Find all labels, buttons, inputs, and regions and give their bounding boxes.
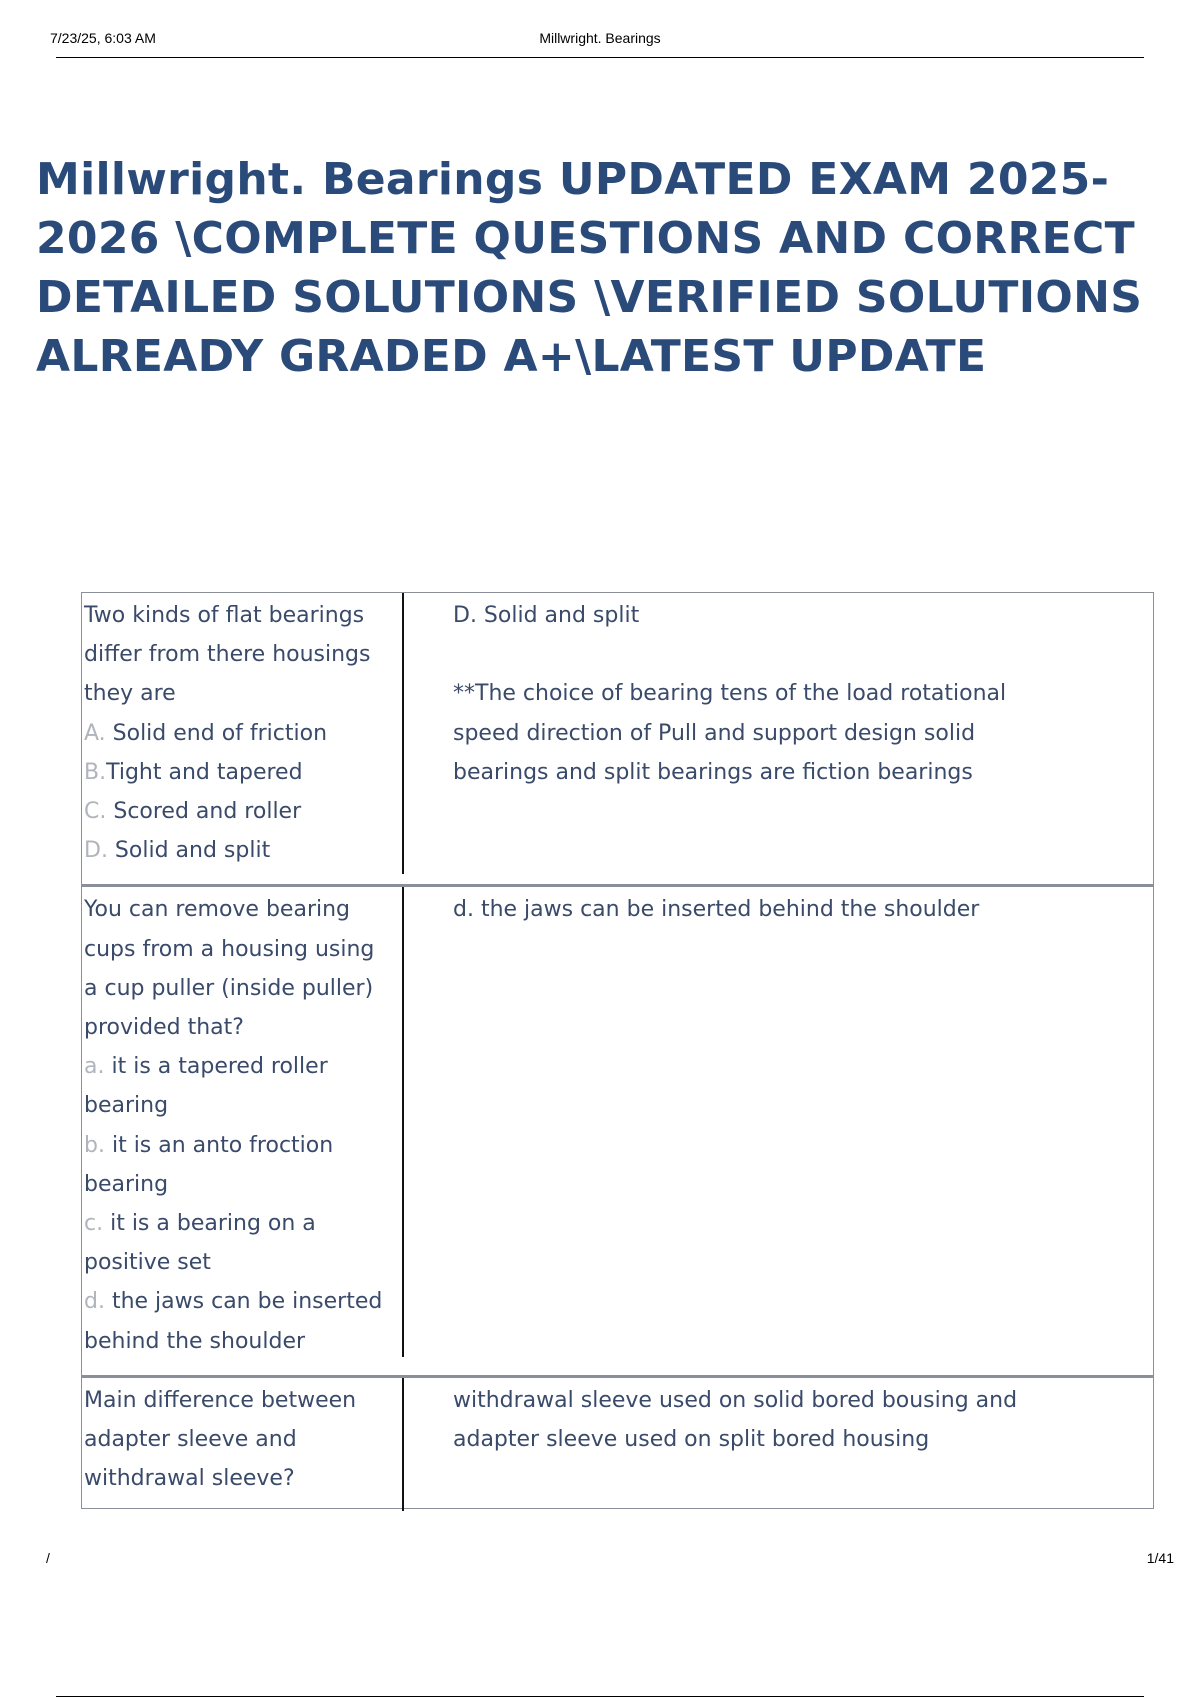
table-row	[82, 884, 1153, 1374]
question-line: they are	[84, 681, 176, 707]
option-text: Tight and tapered	[106, 759, 303, 785]
qa-table	[81, 592, 1154, 1509]
option-letter: c.	[84, 1211, 104, 1237]
answer-text: D. Solid and split	[453, 603, 640, 628]
question-line: a cup puller (inside puller)	[84, 975, 374, 1001]
option-d	[84, 1282, 400, 1321]
option-letter: d.	[84, 1289, 105, 1315]
question-line: Main difference between	[84, 1387, 357, 1413]
option-a-cont: bearing	[84, 1093, 169, 1119]
answer-line: withdrawal sleeve used on solid bored bousing and	[453, 1387, 1018, 1413]
column-divider	[402, 887, 404, 1357]
footer-mark: /	[46, 1550, 50, 1566]
question-cell	[82, 887, 404, 1374]
option-letter: b.	[84, 1132, 105, 1158]
option-text: it is a bearing on a	[103, 1211, 316, 1237]
question-line: cups from a housing using	[84, 936, 375, 962]
column-divider	[402, 593, 404, 874]
answer-text: d. the jaws can be inserted behind the shoulder	[453, 897, 980, 923]
option-d	[84, 831, 400, 870]
option-d-cont: behind the shoulder	[84, 1328, 306, 1354]
question-line: differ from there housings	[84, 642, 371, 668]
answer-cell	[404, 593, 1153, 884]
explanation-line: bearings and split bearings are fiction bearings	[453, 759, 973, 785]
option-c	[84, 792, 400, 831]
option-text: it is a tapered roller	[104, 1054, 328, 1080]
page-number: 1/41	[1146, 1550, 1174, 1566]
option-letter: B.	[84, 759, 107, 785]
option-b	[84, 753, 400, 792]
option-letter: A.	[84, 720, 106, 746]
option-letter: C.	[84, 799, 107, 825]
explanation-line: speed direction of Pull and support design solid	[453, 720, 976, 746]
option-letter: D.	[84, 838, 108, 864]
option-c-cont: positive set	[84, 1250, 211, 1276]
answer-line: adapter sleeve used on split bored housing	[453, 1427, 930, 1453]
question-line: withdrawal sleeve?	[84, 1466, 295, 1492]
print-date: 7/23/25, 6:03 AM	[50, 30, 156, 46]
question-cell	[82, 1378, 404, 1509]
option-b	[84, 1126, 400, 1165]
page-header	[50, 26, 1144, 58]
option-letter: a.	[84, 1054, 105, 1080]
question-cell	[82, 593, 404, 884]
page-footer	[46, 1550, 1174, 1570]
explanation-line: **The choice of bearing tens of the load rotational	[453, 681, 1007, 707]
bottom-divider	[56, 1696, 1144, 1697]
option-a	[84, 1047, 400, 1086]
option-b-cont: bearing	[84, 1171, 169, 1197]
option-c	[84, 1204, 400, 1243]
column-divider	[402, 1378, 404, 1511]
option-text: Solid and split	[107, 838, 271, 864]
question-line: provided that?	[84, 1015, 244, 1041]
answer-cell	[404, 1378, 1153, 1509]
question-line: adapter sleeve and	[84, 1427, 297, 1453]
table-row	[82, 1375, 1153, 1509]
table-row	[82, 593, 1153, 884]
header-title: Millwright. Bearings	[539, 30, 661, 46]
option-text: Solid end of friction	[105, 720, 328, 746]
option-text: Scored and roller	[106, 799, 302, 825]
option-a	[84, 714, 400, 753]
question-line: You can remove bearing	[84, 897, 351, 923]
answer-cell	[404, 887, 1153, 1374]
option-text: it is an anto froction	[104, 1132, 334, 1158]
option-text: the jaws can be inserted	[104, 1289, 383, 1315]
question-line: Two kinds of flat bearings	[84, 603, 365, 628]
page-title: Millwright. Bearings UPDATED EXAM 2025-2026 \COMPLETE QUESTIONS AND CORRECT DETAILED SOLUTIONS \VERIFIED SOLUTIONS ALREADY GRADED A+\LATEST UPDATE	[36, 154, 1143, 382]
